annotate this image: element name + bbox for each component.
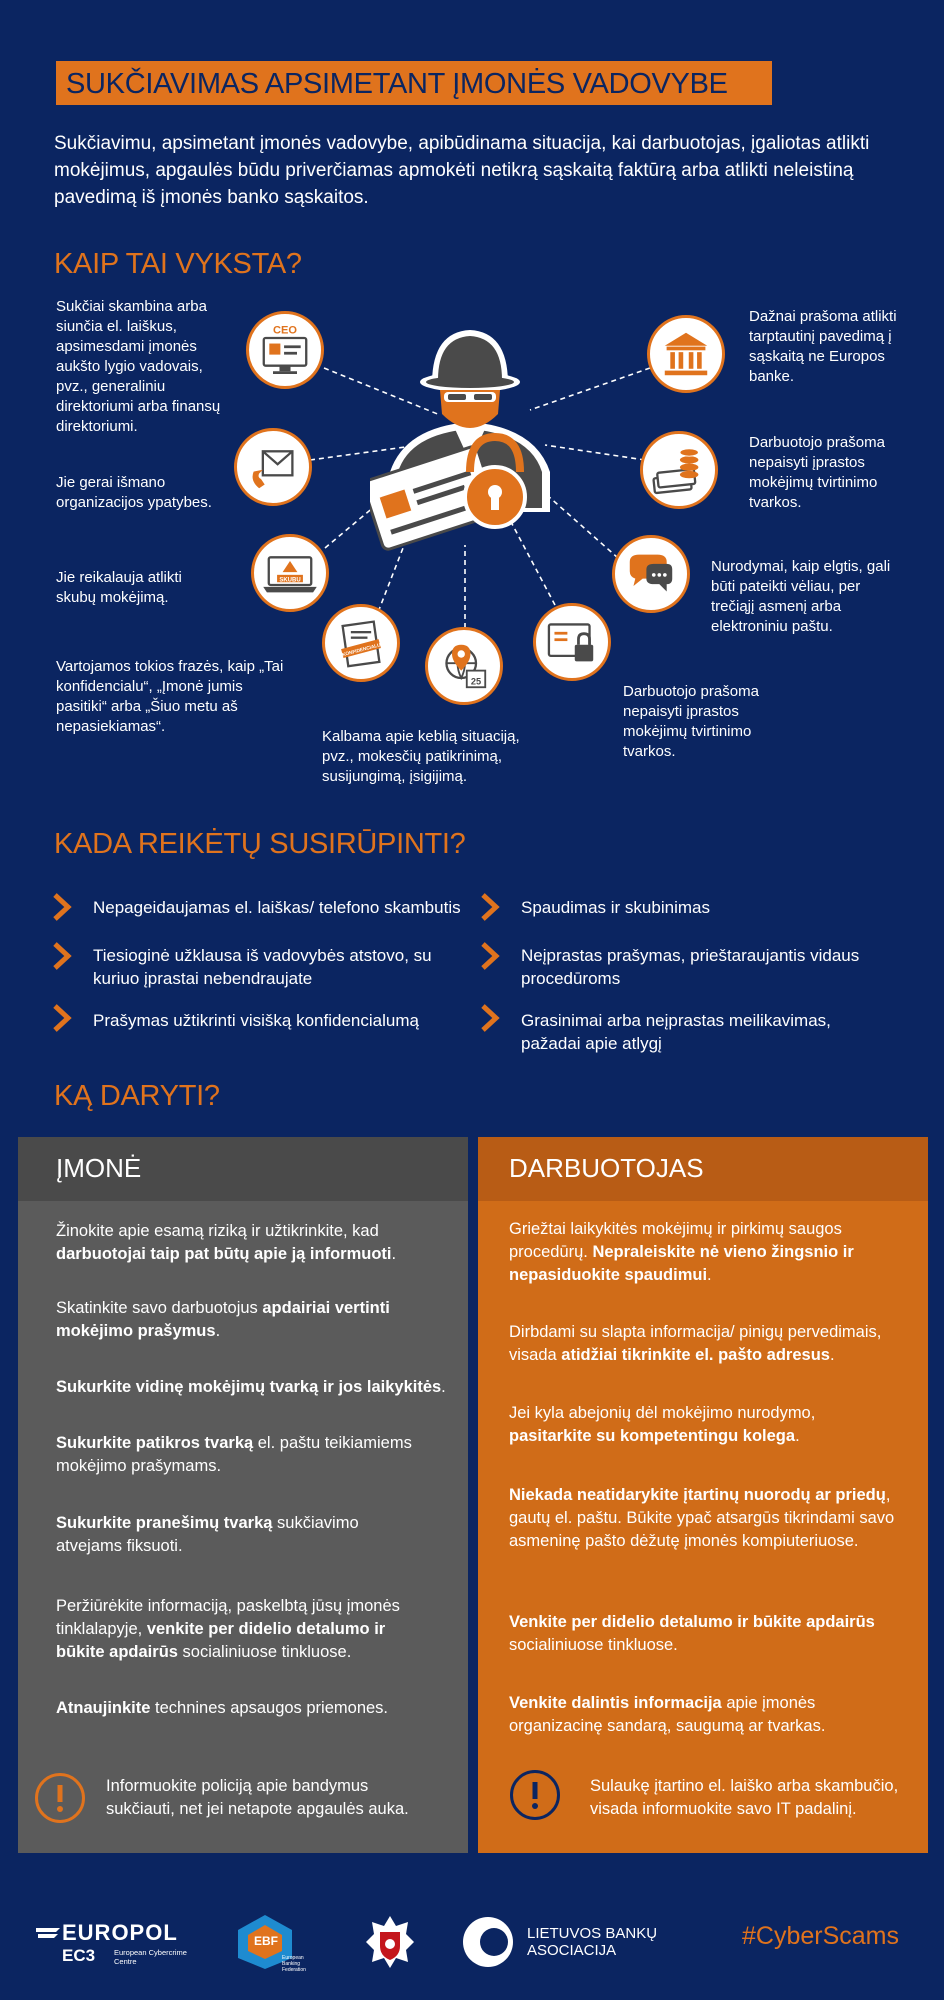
chevron-right-icon: [52, 1004, 74, 1032]
employee-warning-icon: [510, 1770, 560, 1820]
ceo-email-icon: [246, 311, 324, 389]
company-tip-4: Sukurkite patikros tvarką el. paštu teikiamiems mokėjimo prašymams.: [56, 1434, 412, 1475]
how-item-2: Jie gerai išmano organizacijos ypatybes.: [56, 474, 212, 511]
company-tip-3: Sukurkite vidinę mokėjimų tvarką ir jos laikykitės.: [56, 1378, 446, 1396]
concern-left-1: Nepageidaujamas el. laiškas/ telefono skambutis: [93, 898, 461, 917]
europol-logo: [36, 1920, 196, 1970]
concern-right-3: Grasinimai arba neįprastas meilikavimas, pažadai apie atlygį: [521, 1011, 831, 1053]
urgent-label: SKUBU: [279, 577, 301, 584]
how-item-9: Dažnai prašoma atlikti tarptautinį pavedimą į sąskaitą ne Europos banke.: [749, 308, 897, 385]
concern-left-3: Prašymas užtikrinti visišką konfidencialumą: [93, 1011, 419, 1030]
concern-right-2: Neįprastas prašymas, prieštaraujantis vidaus procedūroms: [521, 946, 860, 988]
ebf-subtitle: European Banking Federation: [282, 1955, 306, 1973]
europol-wordmark: EUROPOL: [62, 1920, 178, 1945]
concern-heading: KADA REIKĖTŲ SUSIRŪPINTI?: [54, 828, 466, 860]
ebf-wordmark: EBF: [254, 1934, 278, 1948]
chevron-right-icon: [52, 893, 74, 921]
bank-icon: [647, 315, 725, 393]
ceo-label: CEO: [273, 324, 297, 337]
confidential-document-icon: [322, 604, 400, 682]
company-tip-1: Žinokite apie esamą riziką ir užtikrinkite, kad darbuotojai taip pat būtų apie ją informuoti.: [56, 1222, 397, 1263]
company-tip-7: Atnaujinkite technines apsaugos priemones.: [56, 1699, 389, 1717]
company-title: ĮMONĖ: [56, 1153, 142, 1183]
hashtag: #CyberScams: [742, 1922, 899, 1950]
hacker-illustration: [370, 312, 570, 552]
how-item-7: Nurodymai, kaip elgtis, gali būti pateikti vėliau, per trečiąjį asmenį arba elektroniniu paštu.: [711, 558, 891, 635]
chevron-right-icon: [480, 1004, 502, 1032]
chevron-right-icon: [480, 942, 502, 970]
ec3-subtitle: European Cybercrime Centre: [114, 1948, 187, 1966]
how-heading: KAIP TAI VYKSTA?: [54, 248, 302, 280]
company-warning-text: Informuokite policiją apie bandymus sukčiauti, net jei netapote apgaulės auka.: [106, 1777, 409, 1818]
money-stack-icon: [640, 431, 718, 509]
employee-title: DARBUOTOJAS: [509, 1153, 704, 1183]
page-title: SUKČIAVIMAS APSIMETANT ĮMONĖS VADOVYBE: [66, 68, 728, 100]
company-tip-5: Sukurkite pranešimų tvarką sukčiavimo atvejams fiksuoti.: [56, 1514, 359, 1555]
todo-heading: KĄ DARYTI?: [54, 1080, 220, 1112]
how-item-5: Kalbama apie keblią situaciją, pvz., mokesčių patikrinimą, susijungimą, įsigijimą.: [322, 728, 520, 785]
phone-mail-icon: [234, 428, 312, 506]
concern-left-2: Tiesioginė užklausa iš vadovybės atstovo, su kuriuo įprastai nebendraujate: [93, 946, 432, 988]
employee-tip-3: Jei kyla abejonių dėl mokėjimo nurodymo, pasitarkite su kompetentingu kolega.: [509, 1404, 816, 1445]
lba-wordmark: LIETUVOS BANKŲ ASOCIACIJA: [527, 1925, 658, 1959]
locked-screen-icon: [533, 603, 611, 681]
how-item-6: Darbuotojo prašoma nepaisyti įprastos mokėjimų tvirtinimo tvarkos.: [623, 683, 759, 760]
urgent-laptop-icon: [251, 534, 329, 612]
chat-bubbles-icon: [612, 535, 690, 613]
employee-tip-1: Griežtai laikykitės mokėjimų ir pirkimų saugos procedūrų. Nepraleiskite nė vieno žingsnio ir nepasiduokite spaudimui.: [509, 1220, 854, 1284]
intro-text: Sukčiavimu, apsimetant įmonės vadovybe, apibūdinama situacija, kai darbuotojas, įgaliotas atlikti mokėjimus, apgaulės būdu priverčiamas apmokėti netikrą sąskaitą faktūrą arba atlikti neleistiną pavedimą iš įmonės banko sąskaitos.: [54, 133, 870, 208]
location-calendar-icon: [425, 627, 503, 705]
ebf-logo: [234, 1913, 314, 1971]
how-item-8: Darbuotojo prašoma nepaisyti įprastos mokėjimų tvirtinimo tvarkos.: [749, 434, 885, 511]
how-item-1: Sukčiai skambina arba siunčia el. laiškus, apsimesdami įmonės aukšto lygio vadovais, pvz., generaliniu direktoriumi arba finansų direktoriumi.: [56, 298, 221, 435]
company-tip-2: Skatinkite savo darbuotojus apdairiai vertinti mokėjimo prašymus.: [56, 1299, 390, 1340]
police-star-logo: [364, 1914, 416, 1970]
employee-tip-2: Dirbdami su slapta informacija/ pinigų pervedimais, visada atidžiai tikrinkite el. pašto adresus.: [509, 1323, 882, 1364]
chevron-right-icon: [480, 893, 502, 921]
employee-tip-6: Venkite dalintis informacija apie įmonės organizacinę sandarą, saugumą ar tvarkas.: [509, 1694, 826, 1735]
company-warning-icon: [35, 1773, 85, 1823]
europol-wing-icon: [36, 1926, 60, 1942]
confidential-label: KONFIDENCIALU: [341, 643, 382, 659]
how-item-3: Jie reikalauja atlikti skubų mokėjimą.: [56, 569, 182, 606]
calendar-day-label: 25: [470, 676, 482, 687]
company-tip-6: Peržiūrėkite informaciją, paskelbtą jūsų įmonės tinklalapyje, venkite per didelio detalumo ir būkite apdairūs socialiniuose tinkluose.: [56, 1597, 400, 1661]
concern-right-1: Spaudimas ir skubinimas: [521, 898, 710, 917]
employee-tip-5: Venkite per didelio detalumo ir būkite apdairūs socialiniuose tinkluose.: [509, 1613, 875, 1654]
employee-warning-text: Sulaukę įtartino el. laiško arba skambučio, visada informuokite savo IT padalinį.: [590, 1777, 899, 1818]
chevron-right-icon: [52, 942, 74, 970]
how-item-4: Vartojamos tokios frazės, kaip „Tai konfidencialu“, „Įmonė jumis pasitiki“ arba „Šiuo metu aš nepasiekiamas“.: [56, 658, 284, 735]
lba-logo-icon: [460, 1914, 516, 1970]
employee-tip-4: Niekada neatidarykite įtartinų nuorodų ar priedų, gautų el. paštu. Būkite ypač atsargūs tikrindami savo asmeninę pašto dėžutę įmonės kompiuteriuose.: [509, 1486, 895, 1550]
ec3-wordmark: EC3: [62, 1946, 96, 1965]
